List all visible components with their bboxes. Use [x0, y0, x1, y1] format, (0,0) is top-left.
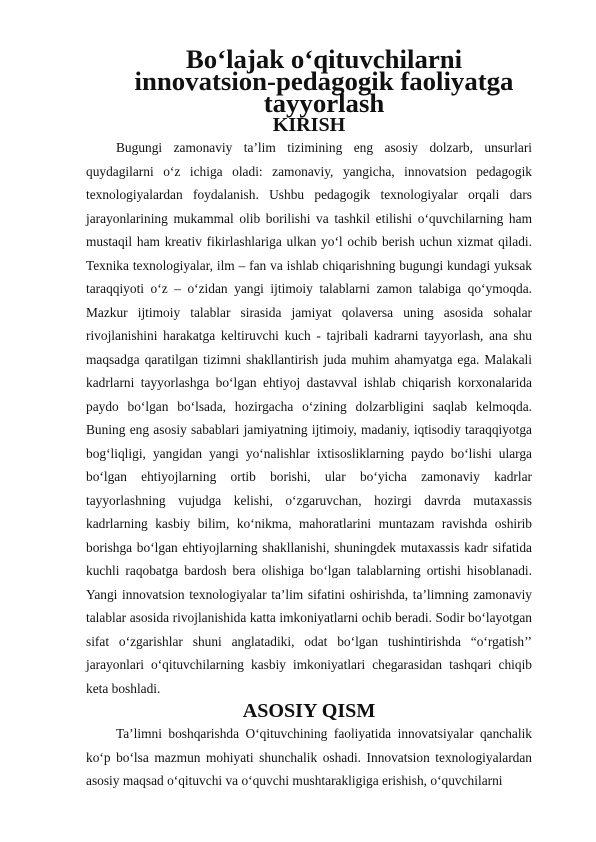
paragraph-kirish: Bugungi zamonaviy ta’lim tizimining eng asosiy dolzarb, unsurlari quydagilarni o‘z ichiga oladi: zamonaviy, yangicha, innovatsion pedagogik texnologiyalardan foydalanish. Ushbu pedagogik texnologiyalar orqali dars jarayonlarining mukammal olib borilishi va tashkil etilishi o‘quvchilarning ham mustaqil ham kreativ fikirlashlariga ulkan yo‘l ochib berish uchun xizmat qiladi. Texnika texnologiyalar, ilm – fan va ishlab chiqarishning bugungi kundagi yuksak taraqqiyoti o‘z – o‘zidan yangi ijtimoiy talablarni zamon talabiga qo‘ymoqda. Mazkur ijtimoiy talablar sirasida jamiyat qolaversa uning asosida sohalar rivojlanishini harakatga keltiruvchi kuch - tajribali kadrarni tayyorlash, ana shu maqsadga qaratilgan tizimni shakllantirish juda muhim ahamyatga ega. Malakali kadrlarni tayyorlashga bo‘lgan ehtiyoj dastavval ishlab chiqarish korxonalarida paydo bo‘lgan bo‘lsada, hozirgacha o‘zining dolzarbligini saqlab kelmoqda. Buning eng asosiy sabablari jamiyatning ijtimoiy, madaniy, iqtisodiy taraqqiyotga bog‘liqligi, yangidan yangi yo‘nalishlar ixtisosliklarning paydo bo‘lishi ularga bo‘lgan ehtiyojlarning ortib borishi, ular bo‘yicha zamonaviy kadrlar tayyorlashning vujudga kelishi, o‘zgaruvchan, hozirgi davrda mutaxassis kadrlarning kasbiy bilim, ko‘nikma, mahoratlarini muntazam ravishda oshirib borishga bo‘lgan ehtiyojlarning shakllanishi, shuningdek mutaxassis kadr sifatida kuchli raqobatga bardosh bera olishiga bo‘lgan talablarning ortishi hisoblanadi. Yangi innovatsion texnologiyalar ta’lim sifatini oshirishda, ta’limning zamonaviy talablar asosida rivojlanishida katta imkoniyatlarni ochib beradi. Sodir bo‘layotgan sifat o‘zgarishlar shuni anglatadiki, odat bo‘lgan tushintirishda “o‘rgatish’’ jarayonlari o‘qituvchilarning kasbiy imkoniyatlari chegarasidan tashqari chiqib keta boshladi.	[86, 140, 532, 696]
paragraph-asosiy-qism: Ta’limni boshqarishda O‘qituvchining faoliyatida innovatsiyalar qanchalik ko‘p bo‘lsa mazmun mohiyati shunchalik oshadi. Innovatsion texnologiyalardan asosiy maqsad o‘qituvchi va o‘quvchi mushtarakligiga erishish, o‘quvchilarni	[86, 726, 532, 788]
document-page	[86, 44, 532, 793]
section-heading-asosiy-qism: ASOSIY QISM	[242, 700, 376, 722]
section-heading-kirish: KIRISH	[272, 114, 346, 136]
document-title: Bo‘lajak o‘qituvchilarni innovatsion-pedagogik faoliyatga tayyorlash	[134, 44, 514, 118]
